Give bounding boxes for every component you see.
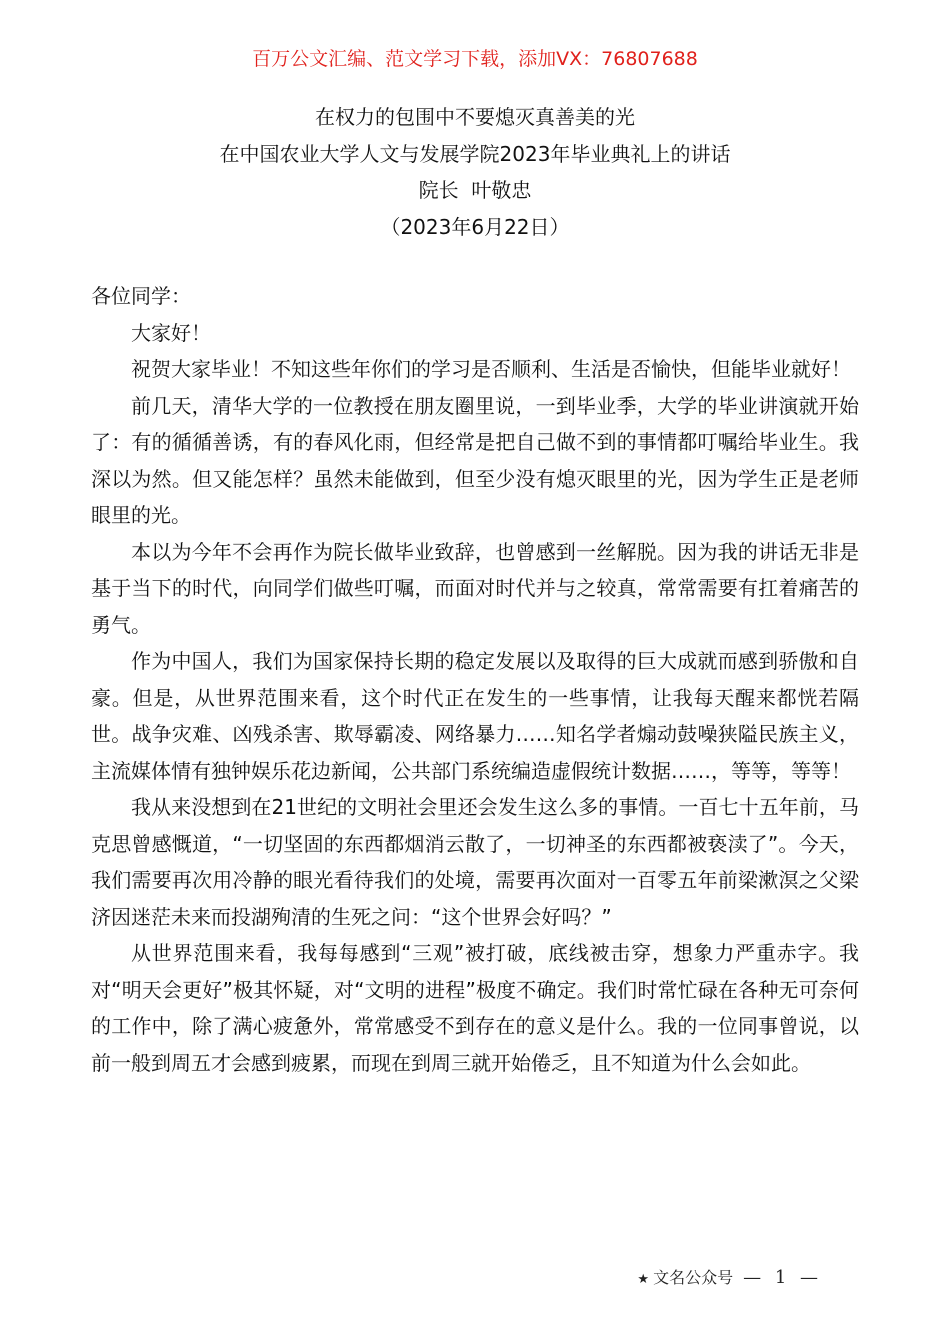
header-banner: 百万公文汇编、范文学习下载，添加VX：76807688 (252, 48, 698, 70)
star-icon: ★ (637, 1272, 650, 1287)
salutation: 各位同学： (91, 284, 191, 308)
page-subtitle: 在中国农业大学人文与发展学院2023年毕业典礼上的讲话 (219, 141, 731, 166)
date-line: （2023年6月22日） (380, 214, 570, 239)
paragraph-twenty-first-century: 我从来没想到在21世纪的文明社会里还会发生这么多的事情。一百七十五年前，马克思曾感慨道，“一切坚固的东西都烟消云散了，一切神圣的东西都被亵渎了”。今天，我们需要再次用冷静的眼光看待我们的处境，需要再次面对一百零五年前梁漱溟之父梁济因迷茫未来而投湖殉清的生死之问：“这个世界会好吗？” (91, 795, 859, 929)
title-block (0, 99, 950, 245)
page-number: — 1 — (743, 1267, 822, 1288)
page-footer (637, 1266, 822, 1292)
speech-body (91, 278, 859, 1081)
paragraph-greeting: 大家好！ (131, 320, 211, 345)
paragraph-professor-remark: 前几天，清华大学的一位教授在朋友圈里说，一到毕业季，大学的毕业讲演就开始了：有的循循善诱，有的春风化雨，但经常是把自己做不到的事情都叮嘱给毕业生。我深以为然。但又能怎样？虽然未能做到，但至少没有熄灭眼里的光，因为学生正是老师眼里的光。 (91, 393, 859, 527)
paragraph-congrats: 祝贺大家毕业！不知这些年你们的学习是否顺利、生活是否愉快，但能毕业就好！ (131, 357, 851, 381)
paragraph-no-address-expected: 本以为今年不会再作为院长做毕业致辞，也曾感到一丝解脱。因为我的讲话无非是基于当下的时代，向同学们做些叮嘱，而面对时代并与之较真，常常需要有扛着痛苦的勇气。 (91, 539, 859, 637)
page-title: 在权力的包围中不要熄灭真善美的光 (315, 105, 635, 129)
paragraph-national-pride: 作为中国人，我们为国家保持长期的稳定发展以及取得的巨大成就而感到骄傲和自豪。但是，从世界范围来看，这个时代正在发生的一些事情，让我每天醒来都恍若隔世。战争灾难、凶残杀害、欺辱霸凌、网络暴力……知名学者煽动鼓噪狭隘民族主义，主流媒体情有独钟娱乐花边新闻，公共部门系统编造虚假统计数据……，等等，等等！ (91, 649, 859, 783)
footer-source: 文名公众号 (653, 1268, 734, 1287)
author-line: 院长 叶敬忠 (418, 178, 532, 202)
paragraph-worldview: 从世界范围来看，我每每感到“三观”被打破，底线被击穿，想象力严重赤字。我对“明天会更好”极其怀疑，对“文明的进程”极度不确定。我们时常忙碌在各种无可奈何的工作中，除了满心疲惫外，常常感受不到存在的意义是什么。我的一位同事曾说，以前一般到周五才会感到疲累，而现在到周三就开始倦乏，且不知道为什么会如此。 (91, 941, 859, 1075)
